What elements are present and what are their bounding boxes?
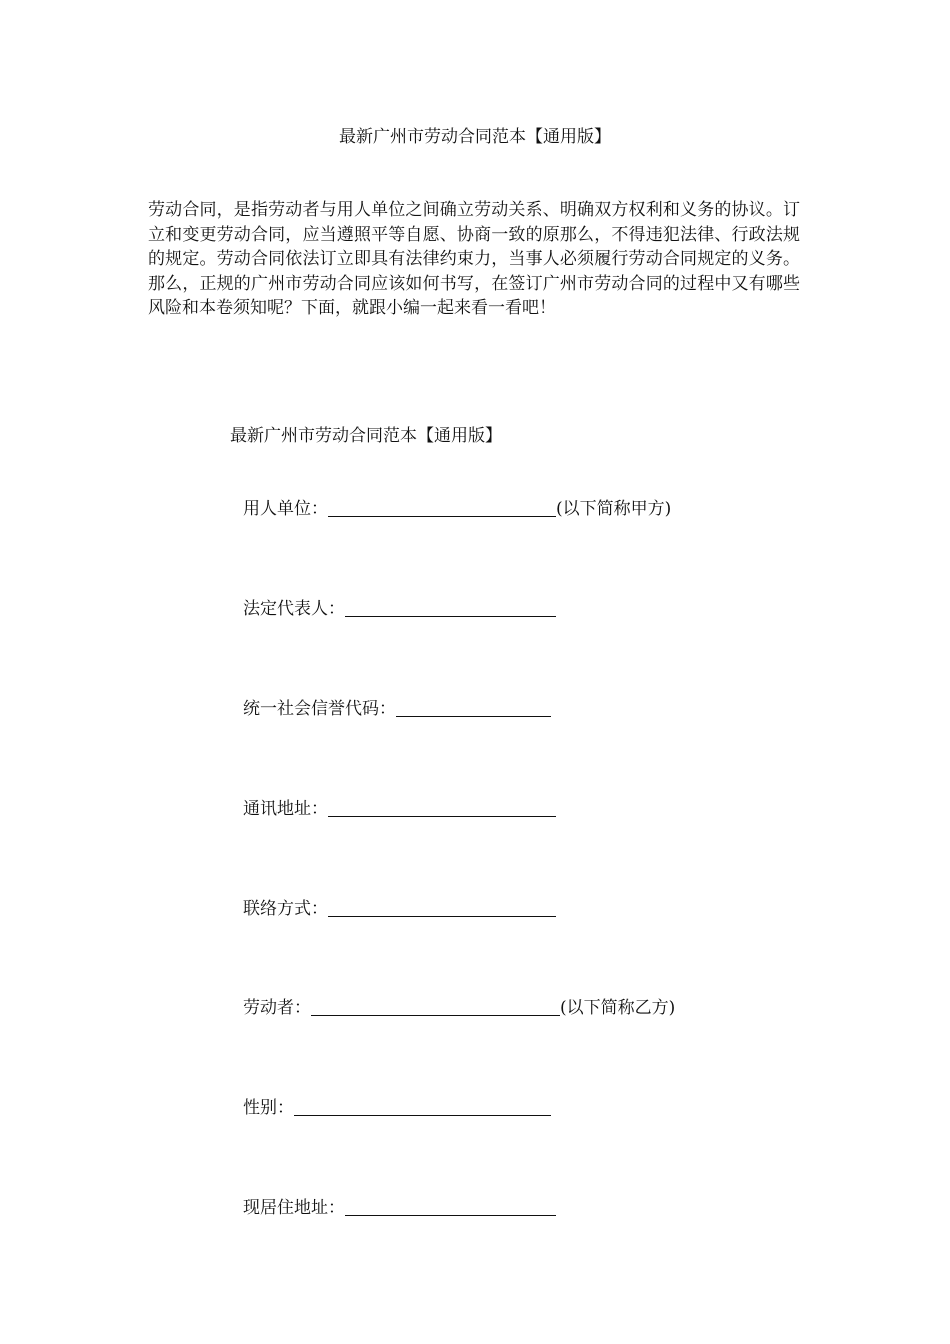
field-gender	[243, 1096, 551, 1120]
field-label: 劳动者：	[243, 998, 311, 1018]
field-label: 联络方式：	[243, 899, 328, 919]
field-suffix: (以下简称甲方)	[556, 499, 672, 519]
field-label: 现居住地址：	[243, 1198, 345, 1218]
intro-paragraph: 劳动合同，是指劳动者与用人单位之间确立劳动关系、明确双方权利和义务的协议。订立和变更劳动合同，应当遵照平等自愿、协商一致的原那么，不得违犯法律、行政法规的规定。劳动合同依法订立即具有法律约束力，当事人必须履行劳动合同规定的义务。那么，正规的广州市劳动合同应该如何书写，在签订广州市劳动合同的过程中又有哪些风险和本卷须知呢？下面，就跟小编一起来看一看吧！	[148, 200, 800, 319]
page-title: 最新广州市劳动合同范本【通用版】	[339, 127, 611, 147]
blank-line[interactable]	[396, 698, 551, 717]
field-contact	[243, 897, 556, 921]
field-label: 用人单位：	[243, 499, 328, 519]
blank-line[interactable]	[311, 997, 560, 1016]
field-employee	[243, 996, 675, 1020]
blank-line[interactable]	[345, 598, 556, 617]
field-label: 统一社会信誉代码：	[243, 699, 396, 719]
field-legal-representative	[243, 597, 556, 621]
field-employer	[243, 497, 671, 521]
field-credit-code	[243, 697, 551, 721]
field-suffix: (以下简称乙方)	[560, 998, 676, 1018]
blank-line[interactable]	[294, 1097, 551, 1116]
blank-line[interactable]	[328, 798, 556, 817]
blank-line[interactable]	[328, 898, 556, 917]
field-mailing-address	[243, 797, 556, 821]
blank-line[interactable]	[328, 498, 556, 517]
contract-subtitle: 最新广州市劳动合同范本【通用版】	[230, 426, 502, 446]
field-label: 通讯地址：	[243, 799, 328, 819]
field-residential-address	[243, 1196, 556, 1220]
field-label: 性别：	[243, 1098, 294, 1118]
blank-line[interactable]	[345, 1197, 556, 1216]
field-label: 法定代表人：	[243, 599, 345, 619]
